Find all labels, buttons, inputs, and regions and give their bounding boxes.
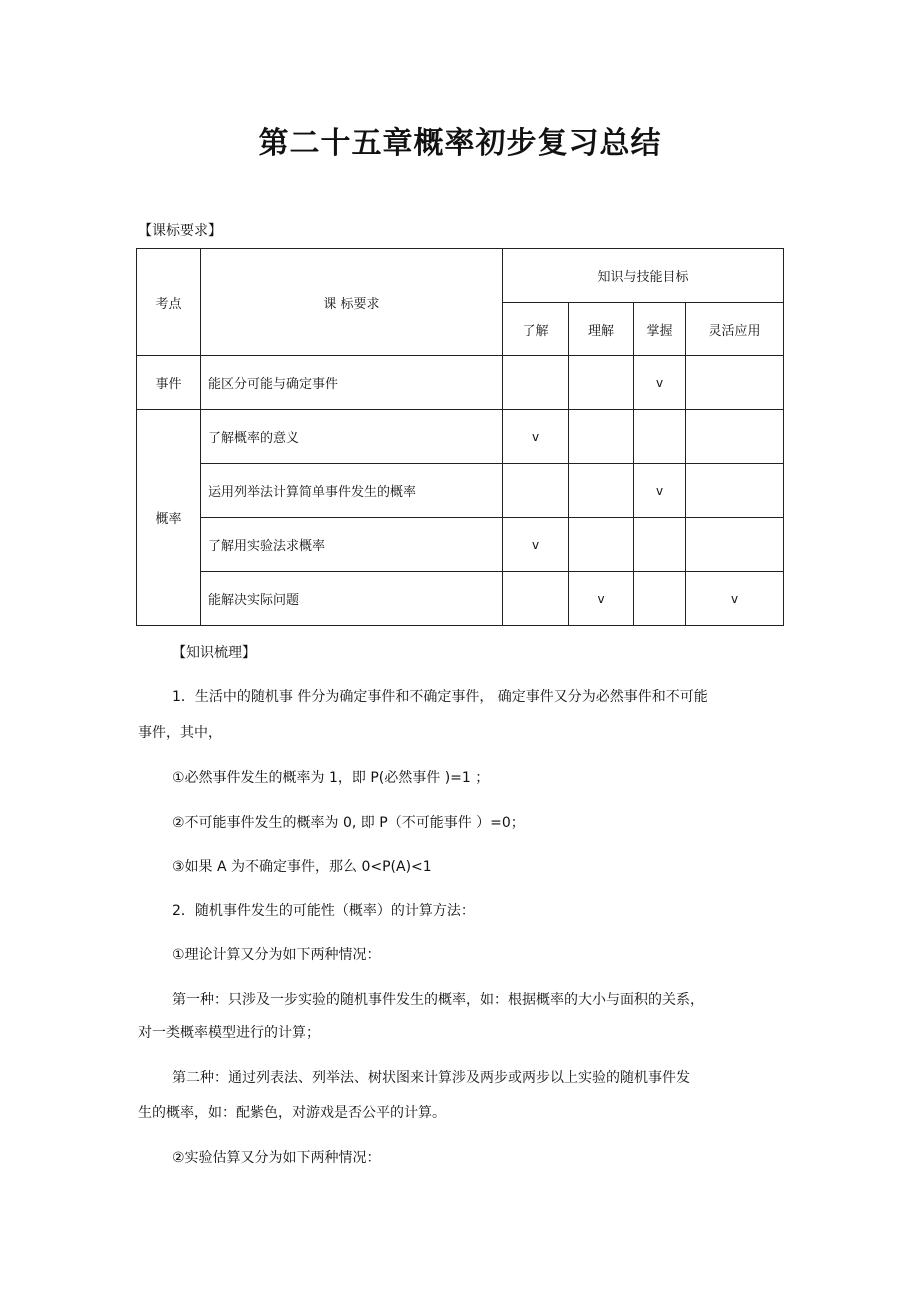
table-row [137, 572, 784, 626]
header-goal: 知识与技能目标 [503, 249, 784, 303]
header-requirement: 课 标要求 [201, 249, 503, 356]
subheader-zhangwo: 掌握 [634, 303, 686, 356]
check-cell [569, 410, 634, 464]
check-cell [503, 464, 569, 518]
check-cell [686, 356, 784, 410]
paragraph: 对一类概率模型进行的计算； [138, 1025, 320, 1041]
check-cell: v [634, 464, 686, 518]
check-cell: v [634, 356, 686, 410]
section-heading-knowledge: 【知识梳理】 [172, 645, 256, 661]
section-heading-curriculum: 【课标要求】 [138, 223, 222, 239]
paragraph: 生的概率，如：配紫色，对游戏是否公平的计算。 [138, 1105, 446, 1121]
paragraph: 第一种：只涉及一步实验的随机事件发生的概率，如：根据概率的大小与面积的关系， [172, 992, 704, 1008]
paragraph: 第二种：通过列表法、列举法、树状图来计算涉及两步或两步以上实验的随机事件发 [172, 1070, 690, 1086]
paragraph: ①必然事件发生的概率为 1，即 P(必然事件 )=1 ； [172, 770, 490, 786]
check-cell [569, 464, 634, 518]
paragraph: ③如果 A 为不确定事件，那么 0<P(A)<1 [172, 859, 432, 875]
table-row [137, 410, 784, 464]
subheader-linghuo: 灵活应用 [686, 303, 784, 356]
check-cell: v [686, 572, 784, 626]
header-kaodian: 考点 [137, 249, 201, 356]
curriculum-table [136, 248, 784, 626]
topic-probability: 概率 [137, 410, 201, 626]
requirement-cell: 了解用实验法求概率 [201, 518, 503, 572]
table-row [137, 518, 784, 572]
paragraph: ②不可能事件发生的概率为 0, 即 P（不可能事件 ）=0； [172, 815, 525, 831]
check-cell: v [503, 518, 569, 572]
requirement-cell: 了解概率的意义 [201, 410, 503, 464]
check-cell [686, 464, 784, 518]
check-cell [503, 356, 569, 410]
check-cell [634, 410, 686, 464]
check-cell [569, 518, 634, 572]
paragraph: ②实验估算又分为如下两种情况： [172, 1150, 381, 1166]
paragraph: 事件，其中， [138, 725, 222, 741]
subheader-liaojie: 了解 [503, 303, 569, 356]
page-title: 第二十五章概率初步复习总结 [258, 126, 662, 161]
table-row [137, 464, 784, 518]
check-cell [569, 356, 634, 410]
check-cell [503, 572, 569, 626]
paragraph: ①理论计算又分为如下两种情况： [172, 947, 381, 963]
check-cell [686, 410, 784, 464]
requirement-cell: 能解决实际问题 [201, 572, 503, 626]
check-cell: v [569, 572, 634, 626]
table-row [137, 356, 784, 410]
check-cell [634, 518, 686, 572]
topic-event: 事件 [137, 356, 201, 410]
check-cell [686, 518, 784, 572]
requirement-cell: 运用列举法计算简单事件发生的概率 [201, 464, 503, 518]
check-cell: v [503, 410, 569, 464]
requirement-cell: 能区分可能与确定事件 [201, 356, 503, 410]
subheader-lijie: 理解 [569, 303, 634, 356]
check-cell [634, 572, 686, 626]
paragraph: 1．生活中的随机事 件分为确定事件和不确定事件， 确定事件又分为必然事件和不可能 [172, 689, 708, 705]
paragraph: 2．随机事件发生的可能性（概率）的计算方法： [172, 903, 475, 919]
